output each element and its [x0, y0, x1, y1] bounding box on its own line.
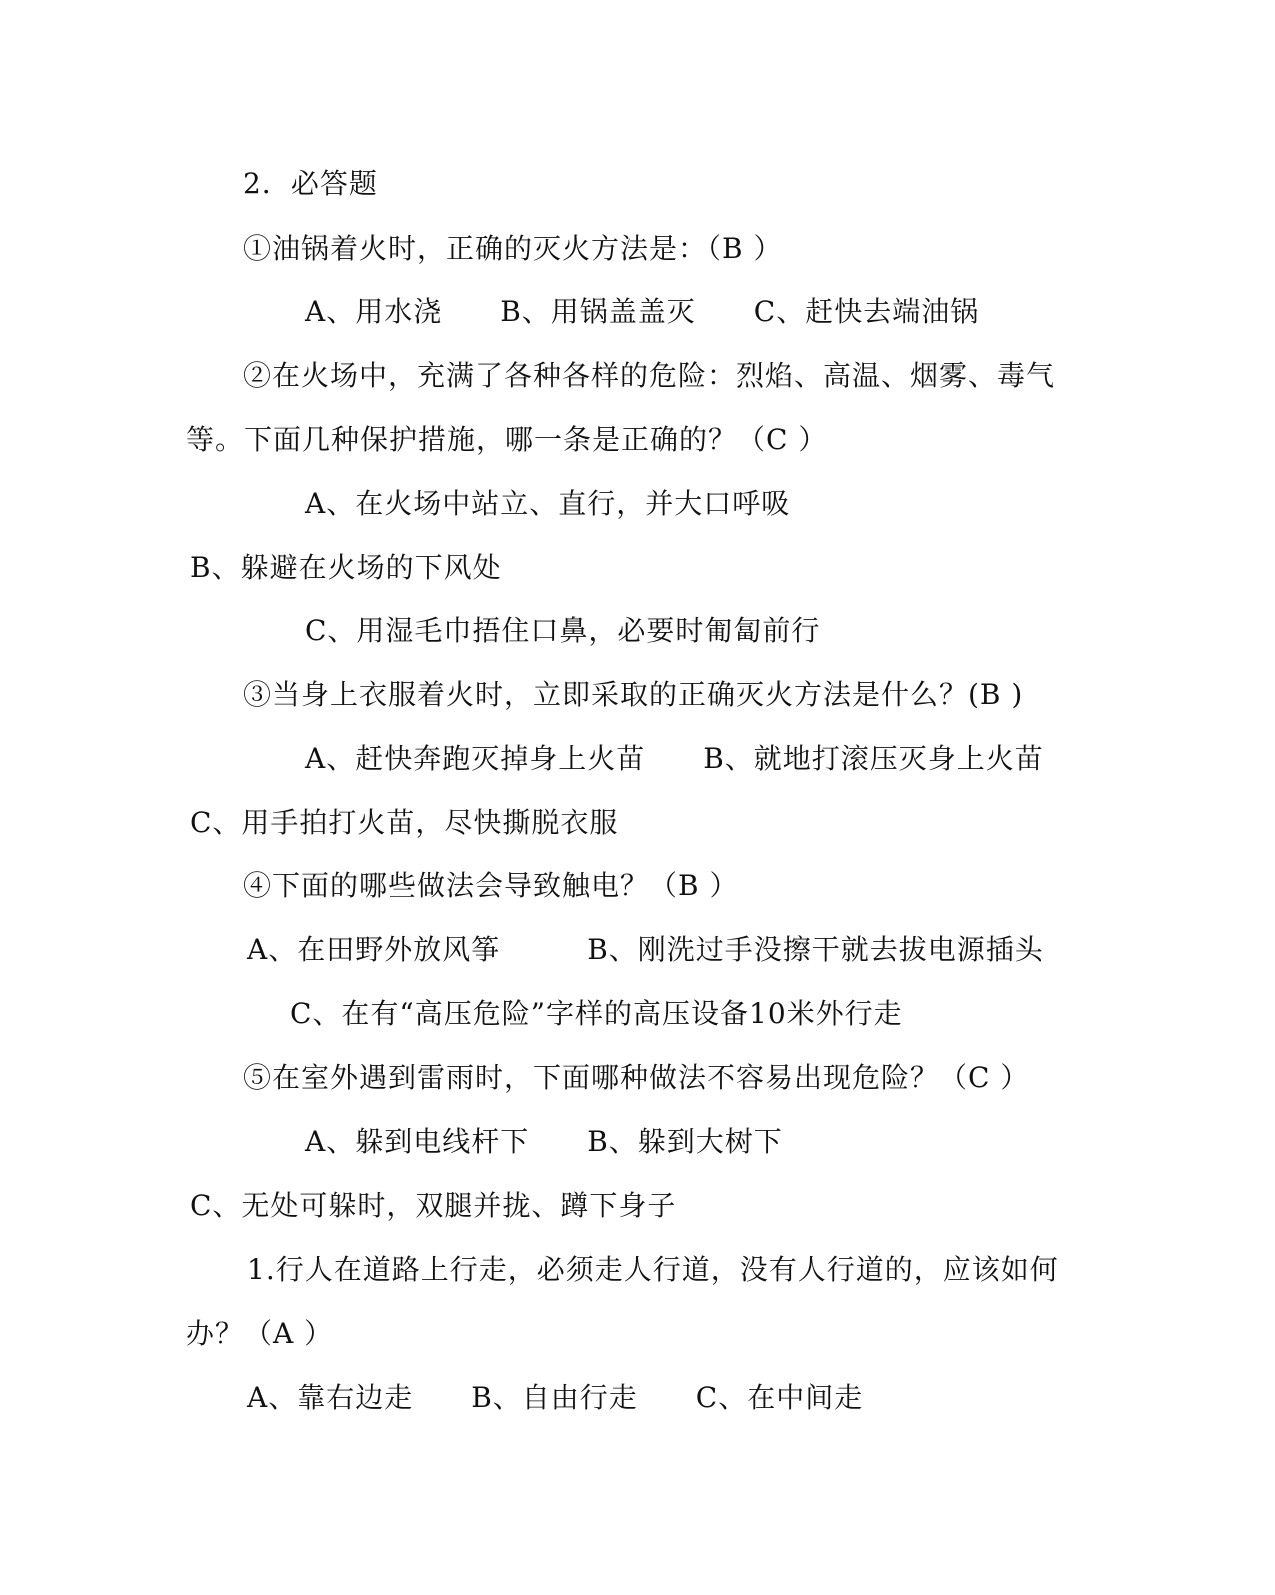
- traffic-question-stem-line-1: 1.行人在道路上行走，必须走人行道，没有人行道的，应该如何: [247, 1253, 1059, 1286]
- question-2-option-c: C、用湿毛巾捂住口鼻，必要时匍匐前行: [305, 614, 821, 647]
- question-2-option-a: A、在火场中站立、直行，并大口呼吸: [305, 487, 791, 520]
- question-3-options-ab: A、赶快奔跑灭掉身上火苗 B、就地打滚压灭身上火苗: [305, 742, 1044, 775]
- question-1-options: A、用水浇 B、用锅盖盖灭 C、赶快去端油锅: [305, 295, 980, 328]
- question-1-stem: ①油锅着火时，正确的灭火方法是：（B ）: [243, 232, 783, 265]
- question-5-options-ab: A、躲到电线杆下 B、躲到大树下: [305, 1125, 783, 1158]
- question-5-option-c: C、无处可躲时，双腿并拢、蹲下身子: [190, 1189, 677, 1222]
- question-2-stem-line-2: 等。下面几种保护措施，哪一条是正确的？（C ）: [186, 423, 828, 456]
- question-3-option-c: C、用手拍打火苗，尽快撕脱衣服: [190, 806, 619, 839]
- question-4-stem: ④下面的哪些做法会导致触电？（B ）: [243, 869, 739, 902]
- question-4-options-ab: A、在田野外放风筝 B、刚洗过手没擦干就去拔电源插头: [247, 933, 1044, 966]
- question-2-option-b: B、躲避在火场的下风处: [190, 551, 502, 584]
- traffic-question-stem-line-2: 办？（A ）: [186, 1317, 334, 1350]
- traffic-question-options: A、靠右边走 B、自由行走 C、在中间走: [247, 1381, 864, 1414]
- section-heading: 2．必答题: [243, 167, 378, 200]
- question-5-stem: ⑤在室外遇到雷雨时，下面哪种做法不容易出现危险？（C ）: [243, 1061, 1030, 1094]
- question-2-stem-line-1: ②在火场中，充满了各种各样的危险：烈焰、高温、烟雾、毒气: [243, 359, 1056, 392]
- question-4-option-c: C、在有“高压危险”字样的高压设备10米外行走: [290, 997, 903, 1030]
- question-3-stem: ③当身上衣服着火时，立即采取的正确灭火方法是什么？(B ): [243, 678, 1024, 711]
